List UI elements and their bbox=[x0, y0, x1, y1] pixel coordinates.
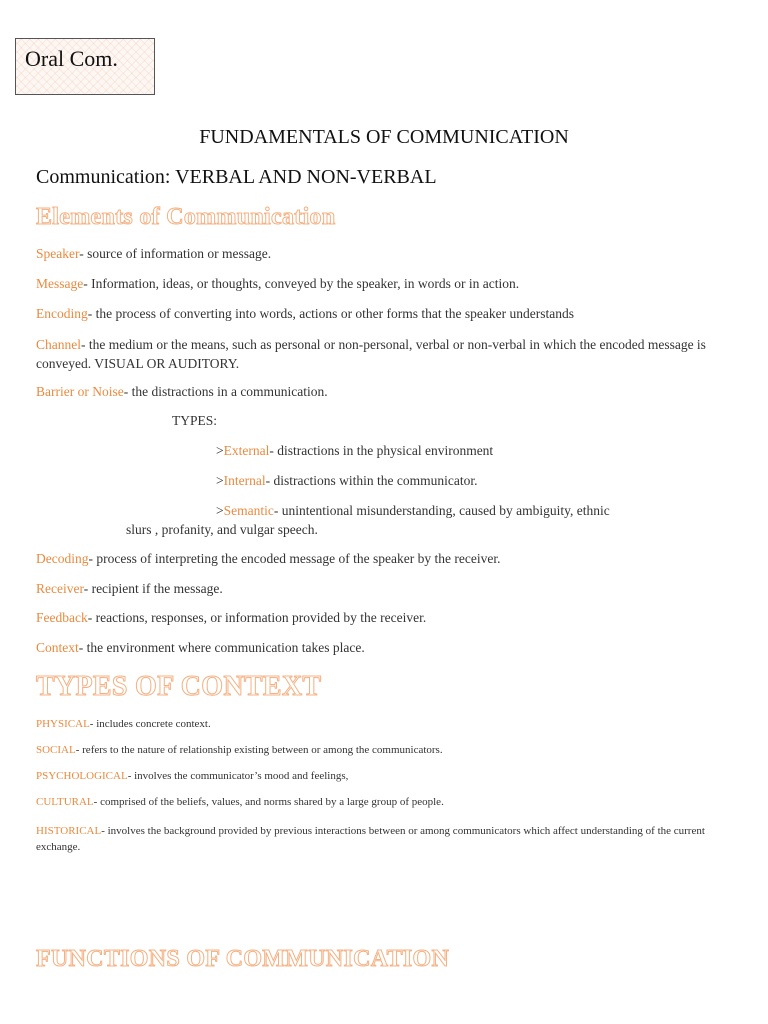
term: Encoding bbox=[36, 306, 88, 321]
element-encoding bbox=[36, 306, 574, 322]
context-cultural bbox=[36, 796, 444, 808]
context-physical bbox=[36, 718, 211, 730]
term: Decoding bbox=[36, 551, 89, 566]
definition: - reactions, responses, or information provided by the receiver. bbox=[87, 610, 427, 625]
term: PSYCHOLOGICAL bbox=[36, 770, 128, 782]
definition: - process of interpreting the encoded message of the speaker by the receiver. bbox=[88, 551, 501, 566]
term: Barrier or Noise bbox=[36, 384, 124, 399]
type-semantic-continuation: slurs , profanity, and vulgar speech. bbox=[126, 522, 318, 537]
section-title-functions: FUNCTIONS OF COMMUNICATION bbox=[36, 946, 450, 972]
definition: - distractions in the physical environment bbox=[269, 443, 494, 458]
term: HISTORICAL bbox=[36, 825, 102, 837]
bullet-prefix: > bbox=[216, 473, 224, 488]
term: Speaker bbox=[36, 246, 80, 261]
term: Receiver bbox=[36, 581, 84, 596]
definition: - involves the background provided by previous interactions between or among communicators which affect understanding of the current exchange. bbox=[36, 825, 705, 853]
term: Semantic bbox=[223, 503, 274, 518]
term: SOCIAL bbox=[36, 744, 76, 756]
definition: - the process of converting into words, actions or other forms that the speaker understands bbox=[87, 306, 574, 321]
section-title-context: TYPES OF CONTEXT bbox=[36, 671, 322, 702]
term: Channel bbox=[36, 337, 81, 352]
definition: - recipient if the message. bbox=[83, 581, 223, 596]
definition: - comprised of the beliefs, values, and norms shared by a large group of people. bbox=[93, 796, 444, 808]
term: Message bbox=[36, 276, 84, 291]
definition: - the medium or the means, such as personal or non-personal, verbal or non-verbal in which the encoded message is conveyed. VISUAL OR AUDITORY. bbox=[36, 337, 706, 371]
element-message bbox=[36, 276, 519, 292]
term: PHYSICAL bbox=[36, 718, 90, 730]
definition: - Information, ideas, or thoughts, conveyed by the speaker, in words or in action. bbox=[83, 276, 520, 291]
context-psychological bbox=[36, 770, 348, 782]
document-title: Oral Com. bbox=[25, 46, 118, 71]
bullet-prefix: > bbox=[216, 503, 224, 518]
term: Internal bbox=[223, 473, 266, 488]
type-external bbox=[216, 443, 493, 459]
element-barrier bbox=[36, 384, 328, 400]
definition: - involves the communicator’s mood and feelings, bbox=[127, 770, 349, 782]
definition: - the distractions in a communication. bbox=[123, 384, 328, 399]
definition: - source of information or message. bbox=[79, 246, 272, 261]
term: External bbox=[223, 443, 270, 458]
definition: - the environment where communication takes place. bbox=[78, 640, 365, 655]
element-feedback bbox=[36, 610, 426, 626]
type-internal bbox=[216, 473, 477, 489]
term: Feedback bbox=[36, 610, 88, 625]
definition: - unintentional misunderstanding, caused by ambiguity, ethnic bbox=[273, 503, 610, 518]
element-speaker bbox=[36, 246, 271, 262]
definition: - distractions within the communicator. bbox=[265, 473, 478, 488]
element-channel bbox=[36, 335, 726, 373]
types-label: TYPES: bbox=[172, 413, 218, 428]
definition: - includes concrete context. bbox=[89, 718, 211, 730]
element-context bbox=[36, 640, 365, 656]
type-semantic bbox=[216, 503, 610, 519]
main-heading: FUNDAMENTALS OF COMMUNICATION bbox=[199, 126, 569, 148]
definition: - refers to the nature of relationship existing between or among the communicators. bbox=[75, 744, 443, 756]
subheading: Communication: VERBAL AND NON-VERBAL bbox=[36, 166, 437, 188]
term: Context bbox=[36, 640, 79, 655]
element-receiver bbox=[36, 581, 223, 597]
bullet-prefix: > bbox=[216, 443, 224, 458]
context-social bbox=[36, 744, 443, 756]
context-historical bbox=[36, 823, 736, 855]
term: CULTURAL bbox=[36, 796, 94, 808]
section-title-elements: Elements of Communication bbox=[36, 204, 336, 230]
element-decoding bbox=[36, 551, 500, 567]
